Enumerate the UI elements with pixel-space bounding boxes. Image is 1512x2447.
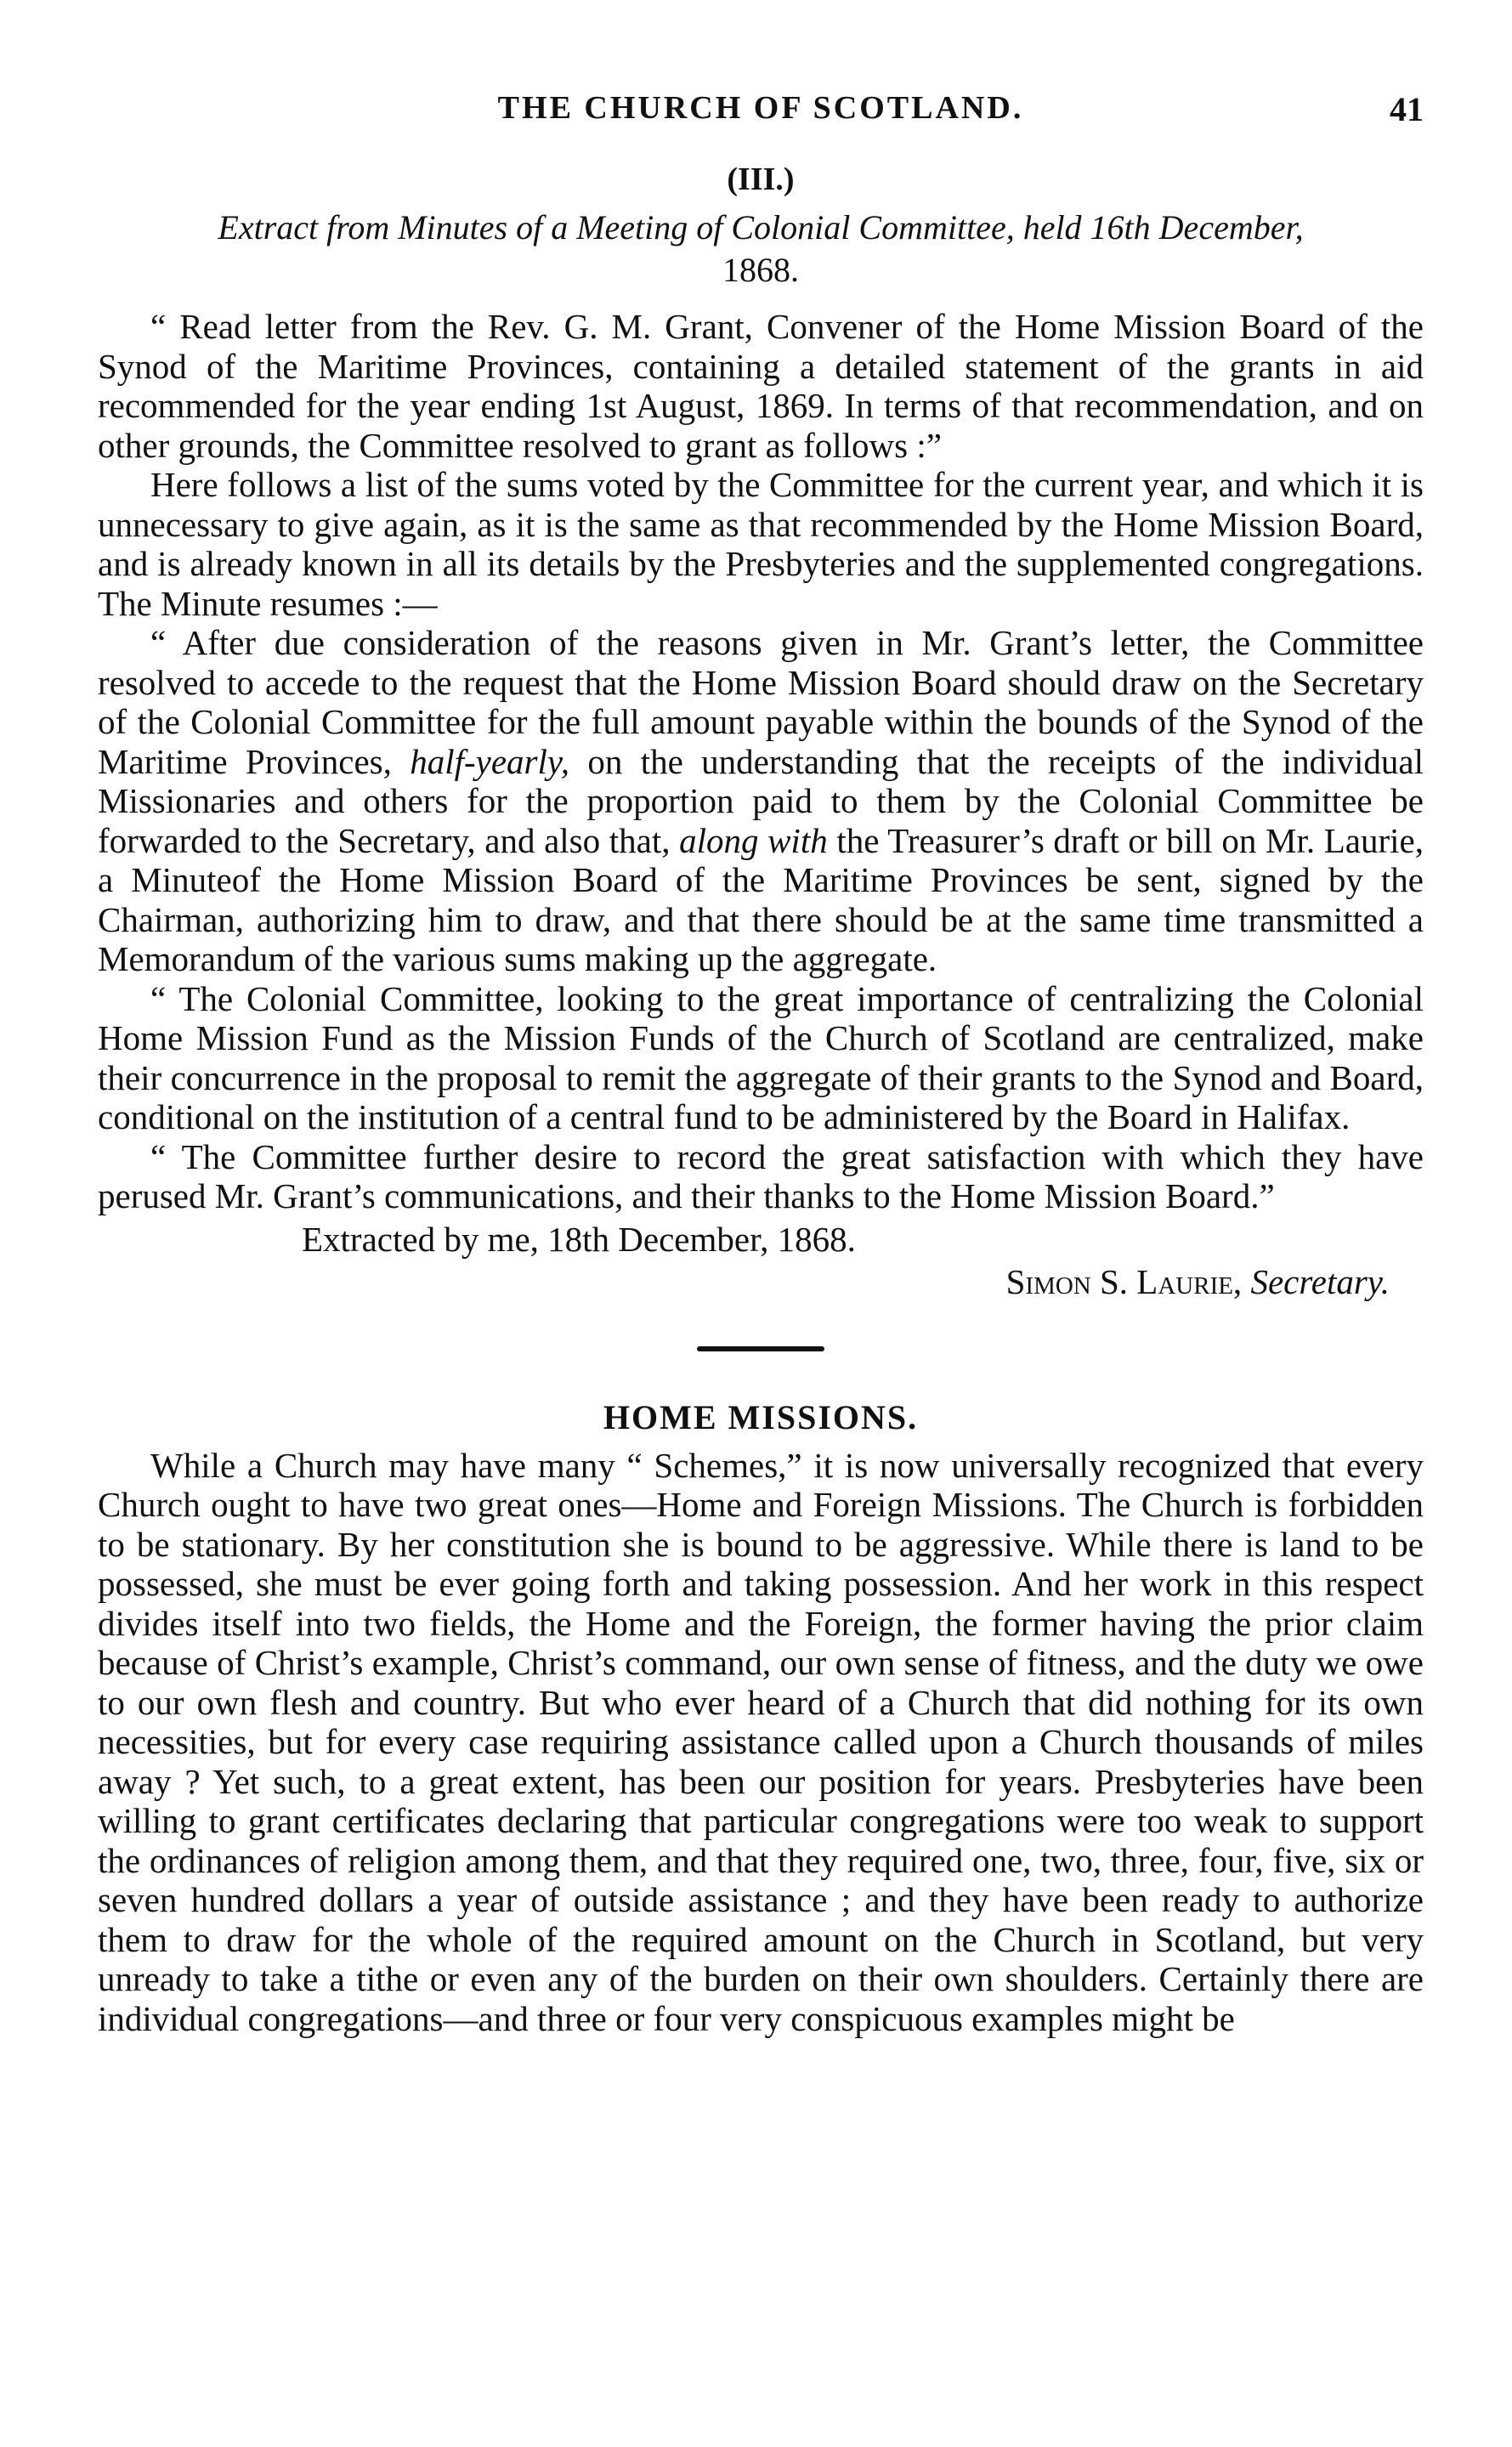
section-number: (III.): [727, 161, 795, 197]
running-head: THE CHURCH OF SCOTLAND.: [497, 90, 1024, 126]
paragraph-5: “ The Committee further desire to record the great satisfaction with which they have perused Mr. Grant’s communications, and their thanks to the Home Mission Board.”: [98, 1136, 1424, 1215]
extract-title: [98, 207, 1424, 292]
signature: [98, 1262, 1424, 1302]
paragraph-3-part-a: “ After due consideration of the reasons given in Mr. Grant’s letter, the Committee resolved to accede to the request that the Home Mission Board should draw on the Secretary of the Colonial Committee for the full amount payable within the bounds of the Synod of the Maritime Provinces,: [98, 623, 1424, 781]
home-missions-body: While a Church may have many “ Schemes,” it is now universally recognized that every Church ought to have two great ones—Home and Foreign Missions. The Church is forbidden to be stationary. By her constitution she is bound to be aggressive. While there is land to be possessed, she must be ever going forth and taking possession. And her work in this respect divides itself into two fields, the Home and the Foreign, the former having the prior claim because of Christ’s example, Christ’s command, our own sense of fitness, and the duty we owe to our own flesh and country. But who ever heard of a Church that did nothing for its own necessities, but for every case requiring assistance called upon a Church thousands of miles away ? Yet such, to a great extent, has been our position for years. Presbyteries have been willing to grant certificates declaring that particular congregations were too weak to support the ordinances of religion among them, and that they required one, two, three, four, five, six or seven hundred dollars a year of outside assistance ; and they have been ready to authorize them to draw for the whole of the required amount on the Church in Scotland, but very unready to take a tithe or even any of the burden on their own shoulders. Certainly there are individual congregations—and three or four very conspicuous examples might be: [98, 1445, 1424, 2038]
signature-title: Secretary.: [1250, 1262, 1390, 1301]
extract-title-text: Extract from Minutes of a Meeting of Colonial Committee, held 16th December,: [218, 208, 1304, 246]
page: [98, 89, 1424, 2038]
emphasis-along-with: along with: [679, 820, 828, 860]
paragraph-2: Here follows a list of the sums voted by the Committee for the current year, and which it is unnecessary to give again, as it is the same as that recommended by the Home Mission Board, and is already known in all its details by the Presbyteries and the supplemented congregations. The Minute resumes :—: [98, 465, 1424, 623]
extracted-by-line: Extracted by me, 18th December, 1868.: [302, 1219, 856, 1259]
page-header: [98, 89, 1424, 140]
paragraph-3: [98, 623, 1424, 979]
emphasis-half-yearly: half-yearly,: [410, 741, 570, 781]
page-number: 41: [1390, 90, 1424, 128]
signature-name: Simon S. Laurie,: [1005, 1262, 1243, 1301]
paragraph-1: “ Read letter from the Rev. G. M. Grant, Convener of the Home Mission Board of the Synod of the Maritime Provinces, containing a detailed statement of the grants in aid recommended for the year ending 1st August, 1869. In terms of that recommendation, and on other grounds, the Committee resolved to grant as follows :”: [98, 307, 1424, 465]
paragraph-3-part-b: on the understanding that the receipts of the individual Missionaries and others for the proportion paid to them by the Colonial Committee be forwarded to the Secretary, and also that,: [98, 741, 1424, 860]
paragraph-4: “ The Colonial Committee, looking to the great importance of centralizing the Colonial Home Mission Fund as the Mission Funds of the Church of Scotland are centralized, make their concurrence in the proposal to remit the aggregate of their grants to the Synod and Board, conditional on the institution of a central fund to be administered by the Board in Halifax.: [98, 978, 1424, 1136]
paragraph-3-part-c: the Treasurer’s draft or bill on Mr. Laurie, a Minuteof the Home Mission Board of the Maritime Provinces be sent, signed by the Chairman, authorizing him to draw, and that there should be at the same time transmitted a Memorandum of the various sums making up the aggregate.: [98, 820, 1424, 978]
home-missions-heading: HOME MISSIONS.: [603, 1397, 919, 1436]
section-divider: [697, 1346, 824, 1351]
extract-title-date: 1868.: [722, 251, 799, 289]
